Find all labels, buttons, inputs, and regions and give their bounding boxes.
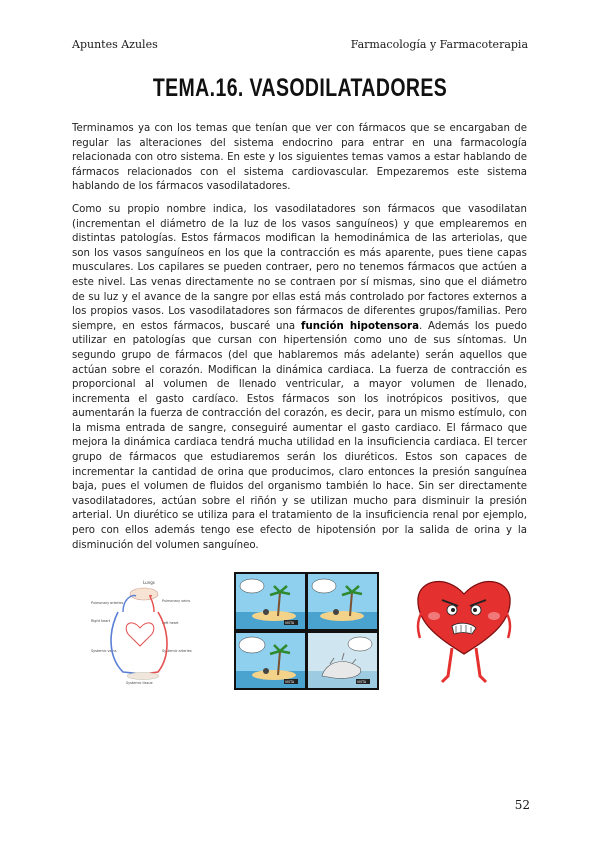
comic-vista-2: VISTA [285, 680, 295, 684]
comic-vista-3: VISTA [357, 680, 367, 684]
body-text [72, 122, 527, 561]
circulation-diagram [88, 572, 198, 690]
comic-panel-4 [308, 633, 377, 688]
diagram-label-systemic-veins: Systemic veins [91, 649, 117, 653]
heart-cartoon [412, 572, 517, 692]
diagram-label-lungs: Lungs [143, 580, 155, 585]
paragraph-main-bold: función hipotensora [301, 320, 419, 332]
tissue-shape [127, 673, 159, 680]
paragraph-main [72, 203, 527, 553]
diagram-label-systemic-tissue: Systemic tissue [126, 681, 153, 685]
comic-panel-3 [236, 633, 305, 688]
artery-path [143, 612, 167, 674]
paragraph-main-part2: . Además los puedo utilizar en patologías que cursan con hipertensión como uno de sus síntomas. Un segundo grupo de fármacos (del que hablaremos más adelante) serán aquellos que actúan sobre el corazón. Modifican la dinámica cardiaca. La fuerza de contracción es proporcional al volumen de llenado ventricular, a mayor volumen de llenado, incrementa el gasto cardíaco. Estos fármacos son los inotrópicos positivos, que aumentarán la fuerza de contracción del corazón, es decir, para un mismo estímulo, con la misma entrada de sangre, conseguiré aumentar el gasto cardiaco. El fármaco que mejora la dinámica cardiaca tendrá mucha utilidad en la insuficiencia cardiaca. El tercer grupo de fármacos que estudiaremos serán los diuréticos. Estos son capaces de incrementar la cantidad de orina que producimos, claro entonces la presión sanguínea baja, pues el volumen de fluidos del organismo también lo hace. Sin ser directamente vasodilatadores, actúan sobre el riñón y se utilizan mucho para disminuir la presión arterial. Un diurético se utiliza para el tratamiento de la insuficiencia renal por ejemplo, pero con ellos además tengo ese efecto de hipotensión por la salida de orina y la disminución del volumen sanguíneo. [72, 320, 527, 551]
comic-vista-1: VISTA [285, 621, 295, 625]
page-number: 52 [514, 798, 530, 812]
header-right-text: Farmacología y Farmacoterapia [350, 38, 528, 51]
comic-strip [234, 572, 379, 690]
page-title: TEMA.16. VASODILATADORES [152, 74, 448, 102]
diagram-label-right-heart: Right heart [91, 619, 111, 623]
paragraph-main-part1: Como su propio nombre indica, los vasodilatadores son fármacos que vasodilatan (incrementan el diámetro de la luz de los vasos sanguíneos) y que emplearemos en distintas patologías. Estos fármacos modifican la hemodinámica de las arteriolas, que son los vasos sanguíneos en los que la contracción es más aparente, pues tiene capas musculares. Los capilares se pueden contraer, pero no tenemos fármacos que actúen a este nivel. Las venas directamente no se contraen por sí mismas, sino que el diámetro de su luz y el avance de la sangre por ellas está más controlado por factores externos a los propios vasos. Los vasodilatadores son fármacos de diferentes grupos/familias. Pero siempre, en estos fármacos, buscaré una [72, 203, 527, 332]
diagram-label-pulm-veins: Pulmonary veins [162, 599, 191, 603]
heart-right-leg [476, 648, 486, 682]
diagram-label-pulm-arteries: Pulmonary arteries [91, 601, 124, 605]
diagram-label-systemic-arteries: Systemic arteries [162, 649, 192, 653]
comic-panel-2 [308, 574, 377, 629]
paragraph-intro: Terminamos ya con los temas que tenían que ver con fármacos que se encargaban de regular las alteraciones del sistema endocrino para entrar en una farmacología relacionada con otro sistema. En este y los siguientes temas vamos a estar hablando de fármacos relacionados con el sistema cardiovascular. Empezaremos este sistema hablando de los fármacos vasodilatadores. [72, 123, 527, 193]
diagram-label-left-heart: Left heart [162, 621, 179, 625]
heart-left-leg [442, 648, 452, 682]
comic-panel-1 [236, 574, 305, 629]
heart-shape [126, 623, 154, 646]
header-left-text: Apuntes Azules [72, 38, 158, 51]
lungs-shape [130, 588, 158, 600]
